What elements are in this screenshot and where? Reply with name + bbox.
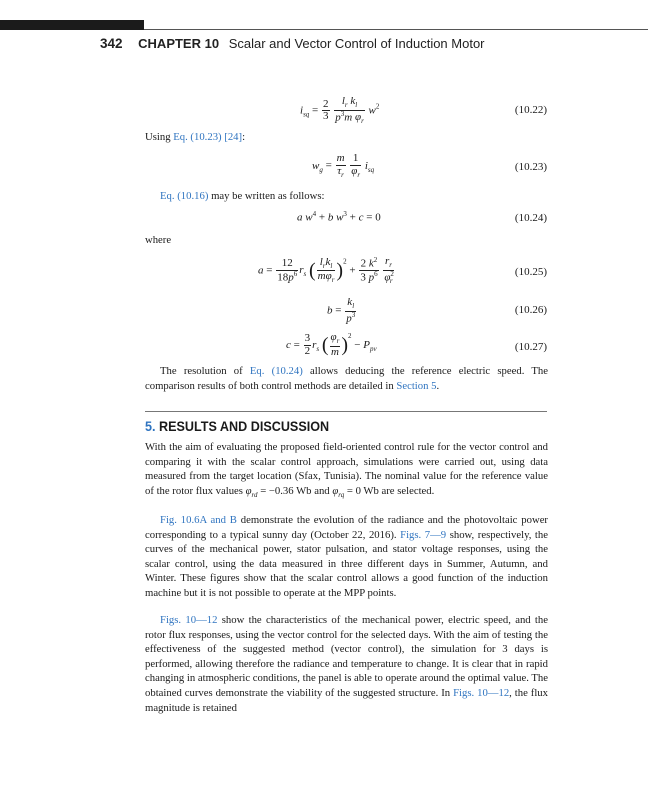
equation-10-22: $i_{sq}$ = $\frac{2}{3}$ $\frac{l_r k_l}{p^3m \varphi_r}$ $w^2$ (300, 95, 380, 126)
eq-link[interactable]: Eq. (10.23) [24] (173, 131, 243, 143)
eq-number: (10.22) (514, 104, 547, 116)
running-header (100, 36, 485, 51)
eq-link[interactable]: Eq. (10.24) (249, 365, 303, 377)
paragraph-3: Figs. 10—12 show the characteristics of the mechanical power, electric speed, and the rotor flux responses, using the vector control for the selected days. With the aim of testing the effectiveness of the suggested method (vector control), the simulation for 3 days is performed, allowing therefore the radiance and temperature to change. It is clear that in rapid changing in atmospheric conditions, the panel is able to operate around the optimal value. The obtained curves demonstrate the viability of the suggested structure. In Figs. 10—12, the flux magnitude is retained (145, 614, 548, 714)
eq-link[interactable]: Eq. (10.16) (160, 190, 209, 202)
paragraph-2: Fig. 10.6A and B demonstrate the evolution of the radiance and the photovoltaic power corresponding to a typical sunny day (October 22, 2016). Figs. 7—9 show, respectively, the curves of the mechanical power, stator pulsation, and stator voltage responses, using the scalar control, using the data measured in three different days in Summer, Autumn, and Winter. These figures show that the scalar control allows a good function of the induction machine but it is not possible to operate at the MPP points. (145, 514, 548, 599)
eq-number: (10.24) (514, 212, 547, 224)
eq-number: (10.25) (514, 266, 547, 278)
paragraph-1: With the aim of evaluating the proposed field-oriented control rule for the vector control and comparing it with the scalar control approach, simulations were carried out, using data measured from the target location (Sfax, Tunisia). The nominal value for the reference value of the rotor flux values $\varphi_{rd} = -0.36$ Wb and $\varphi_{rq} = 0$ Wb are selected. (145, 441, 548, 499)
chapter-label: CHAPTER 10 (138, 36, 220, 51)
equation-10-26: b = $\frac{k_l}{p^3}$ (327, 296, 356, 325)
eq-number: (10.27) (514, 341, 547, 353)
equation-10-23: $w_g$ = $\frac{m}{\tau_r}$ $\frac{1}{\varphi_r}$ $i_{sq}$ (312, 152, 375, 179)
equation-10-24: a $w^4 + b$ $w^3 + c = 0$ (297, 210, 381, 224)
where-label: where (145, 234, 172, 246)
header-rule (144, 29, 648, 30)
header-bar (0, 20, 144, 30)
equation-10-27: c = $\frac{3}{2}$ $r_s$ ( $\frac{\varphi_r}{m}$ )$^2 - P_{pv}$ (286, 331, 377, 358)
eq-number: (10.26) (514, 304, 547, 316)
section-link[interactable]: Section 5 (396, 379, 437, 392)
resolution-paragraph: The resolution of Eq. (10.24) allows deducing the reference electric speed. The comparison results of both control methods are detailed in Section 5. (145, 365, 548, 392)
equation-10-25: a = $\frac{12}{18p^6}$ $r_s$ ( $\frac{l_rk_l}{m\varphi_r}$ )$^2$ + $\frac{2 k^2}{3 p^6}$ $\frac{r_r}{\varphi^2_r}$ (258, 255, 394, 286)
figure-link[interactable]: Fig. 10.6A and B (160, 514, 237, 526)
page-number: 342 (100, 36, 123, 51)
figure-link[interactable]: Figs. 10—12 (453, 686, 510, 699)
section-rule (145, 411, 547, 412)
eq-number: (10.23) (514, 161, 547, 173)
section-heading: 5. RESULTS AND DISCUSSION (145, 418, 330, 434)
using-eq-line: Using Eq. (10.23) [24]: (145, 131, 246, 143)
eq16-line: Eq. (10.16) may be written as follows: (160, 190, 325, 202)
figure-link[interactable]: Figs. 10—12 (160, 614, 218, 626)
figure-link[interactable]: Figs. 7—9 (400, 528, 447, 541)
chapter-title: Scalar and Vector Control of Induction Motor (228, 36, 485, 51)
